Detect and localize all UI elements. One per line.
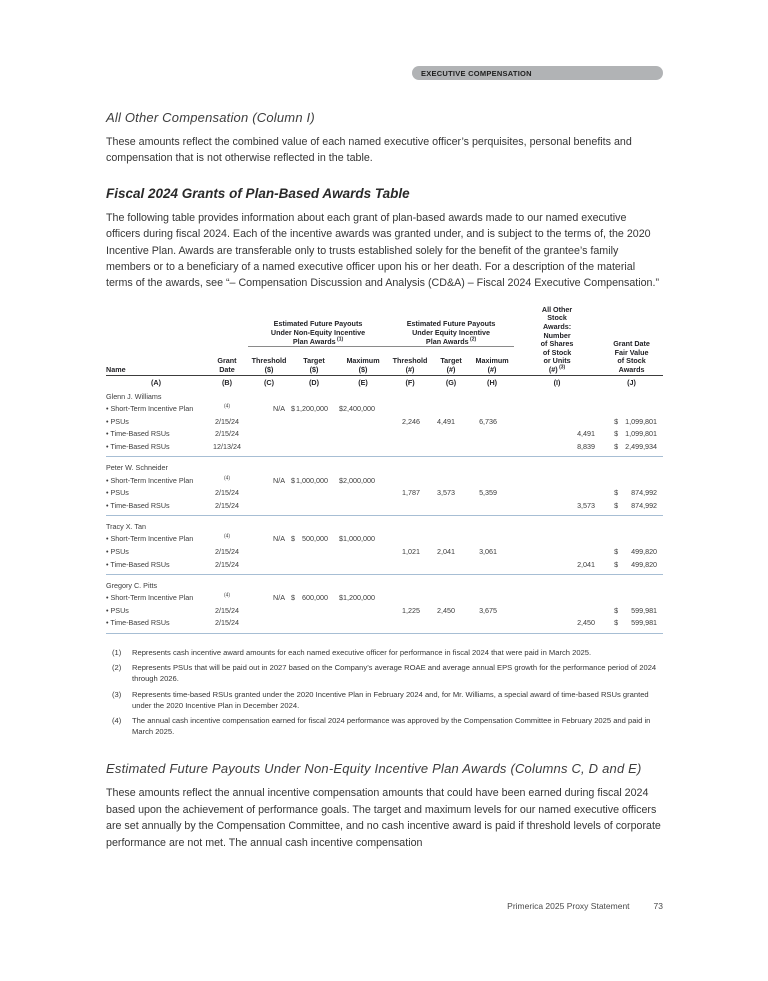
- cell-target-dollar: [290, 440, 338, 457]
- cell-threshold-dollar: [248, 617, 290, 634]
- cell-threshold-dollar: [248, 604, 290, 617]
- money-value: [291, 593, 328, 602]
- paragraph-all-other-compensation: These amounts reflect the combined value of each named executive officer’s perquisites, personal benefits and compensation that is not otherwise reflected in the table.: [106, 136, 632, 165]
- footnote: [106, 662, 663, 684]
- header-line: Threshold: [251, 356, 287, 366]
- cell-other-stock-awards: [514, 591, 600, 604]
- header-line: Grant Date: [613, 339, 650, 349]
- cell-maximum-dollar: [338, 486, 388, 499]
- empty-header-cell: [106, 306, 206, 347]
- cell-grant-date: 2/15/24: [215, 500, 239, 510]
- award-row: [106, 558, 663, 575]
- amount: 1,000,000: [343, 534, 376, 544]
- currency-symbol: $: [339, 534, 343, 544]
- currency-symbol: $: [614, 605, 619, 615]
- cell-grant-date: 2/15/24: [215, 605, 239, 615]
- cell-maximum-units: [470, 533, 514, 546]
- cell-target-units: 4,491: [437, 416, 456, 426]
- footnote: [106, 647, 663, 658]
- cell-officer-name: Peter W. Schneider: [106, 457, 663, 474]
- section-tag-label: EXECUTIVE COMPENSATION: [421, 68, 532, 78]
- officer-section: [106, 389, 663, 457]
- header-line: (#): [405, 365, 415, 374]
- cell-target-units: [432, 617, 470, 634]
- column-letter: (I): [553, 378, 561, 388]
- header-line: Maximum: [475, 356, 509, 366]
- award-row: [106, 428, 663, 441]
- cell-maximum-units: [470, 591, 514, 604]
- cell-officer-name: Gregory C. Pitts: [106, 575, 663, 592]
- cell-maximum-units: [470, 428, 514, 441]
- cell-target-units: [432, 558, 470, 575]
- cell-threshold-units: [388, 402, 432, 415]
- currency-symbol: $: [291, 404, 295, 414]
- cell-threshold-dollar: [248, 428, 290, 441]
- cell-fair-value: [600, 591, 663, 604]
- column-letter-row: [106, 375, 663, 389]
- awards-table: [106, 306, 663, 634]
- footnote-ref: (4): [223, 533, 231, 540]
- cell-target-units: [432, 533, 470, 546]
- cell-target-units: [432, 428, 470, 441]
- cell-threshold-units: [388, 617, 432, 634]
- cell-target-dollar: [290, 402, 338, 415]
- award-row: [106, 533, 663, 546]
- column-letter: (F): [405, 378, 415, 388]
- sub-column-header: [470, 347, 514, 375]
- amount: 2,400,000: [343, 404, 376, 414]
- header-line: ($): [264, 365, 274, 374]
- award-row: [106, 474, 663, 487]
- header-line: Plan Awards $^{(2)}$: [425, 336, 477, 346]
- footnote: [106, 689, 663, 711]
- currency-symbol: $: [339, 593, 343, 603]
- cell-threshold-dollar: N/A: [273, 593, 285, 603]
- cell-threshold-dollar: N/A: [273, 404, 285, 414]
- cell-maximum-dollar: [338, 499, 388, 516]
- officer-name-row: [106, 575, 663, 592]
- cell-maximum-dollar: [338, 545, 388, 558]
- header-line: Target: [303, 356, 325, 366]
- cell-award-label: • PSUs: [106, 605, 129, 615]
- header-line: Under Equity Incentive: [412, 328, 490, 338]
- col-j-header: [600, 306, 663, 375]
- currency-symbol: $: [614, 559, 619, 569]
- header-line: Date: [219, 365, 235, 374]
- heading-all-other-compensation: All Other Compensation (Column I): [106, 110, 315, 125]
- cell-fair-value: [600, 604, 663, 617]
- paragraph-estimated-payouts: These amounts reflect the annual incentive compensation amounts that could have been earned during fiscal 2024 based upon the achievement of performance goals. The target and maximum levels for our named executive officers are set annually by the Compensation Committee, and no cash incentive award is paid if threshold levels of corporate performance are not met. The annual cash incentive compensation: [106, 787, 661, 849]
- money-value: [614, 501, 657, 510]
- cell-maximum-units: 3,061: [479, 546, 498, 556]
- amount: 500,000: [302, 534, 328, 544]
- header-line: Threshold: [392, 356, 428, 366]
- currency-symbol: $: [291, 534, 295, 544]
- header-line: Under Non-Equity Incentive: [270, 328, 366, 338]
- cell-fair-value: [600, 558, 663, 575]
- cell-award-label: • Short-Term Incentive Plan: [106, 534, 194, 544]
- award-row: [106, 604, 663, 617]
- cell-other-stock-awards: [514, 474, 600, 487]
- cell-award-label: • Time-Based RSUs: [106, 559, 170, 569]
- money-value: [614, 606, 657, 615]
- cell-maximum-dollar: [338, 533, 388, 546]
- amount: 874,992: [631, 488, 658, 498]
- header-line: Awards:: [542, 322, 572, 332]
- page-footer: [106, 901, 663, 911]
- cell-maximum-units: [470, 402, 514, 415]
- cell-target-dollar: [290, 415, 338, 428]
- money-value: [339, 404, 375, 413]
- column-letter: (B): [222, 378, 232, 388]
- column-letter: (D): [309, 378, 319, 388]
- cell-award-label: • Short-Term Incentive Plan: [106, 404, 194, 414]
- page-content: [106, 0, 663, 862]
- cell-other-stock-awards: [514, 415, 600, 428]
- group-header-row: [106, 306, 663, 347]
- footnote-ref: (4): [223, 475, 231, 482]
- cell-target-dollar: [290, 617, 338, 634]
- header-line: Number: [543, 330, 571, 340]
- header-line: Target: [440, 356, 462, 366]
- cell-grant-date: 2/15/24: [215, 488, 239, 498]
- column-letter: (G): [445, 378, 457, 388]
- footnote-ref: (2): [468, 336, 477, 343]
- cell-fair-value: [600, 428, 663, 441]
- footnote-text: Represents time-based RSUs granted under the 2020 Incentive Plan in February 2024 and, for Mr. Williams, a special award of time-based RSUs granted under the 2020 Incentive Plan in December 2024.: [132, 689, 649, 710]
- cell-threshold-units: 2,246: [402, 416, 421, 426]
- money-value: [614, 429, 657, 438]
- amount: 499,820: [631, 546, 658, 556]
- cell-award-label: • PSUs: [106, 416, 129, 426]
- cell-target-dollar: [290, 591, 338, 604]
- cell-threshold-dollar: N/A: [273, 475, 285, 485]
- cell-maximum-units: [470, 474, 514, 487]
- cell-target-dollar: [290, 474, 338, 487]
- name-column-header: Name: [106, 347, 206, 375]
- sub-column-header: [388, 347, 432, 375]
- cell-threshold-dollar: [248, 558, 290, 575]
- money-value: [291, 404, 328, 413]
- amount: 1,099,801: [625, 416, 658, 426]
- header-line: (#): [487, 365, 497, 374]
- cell-maximum-units: 3,675: [479, 605, 498, 615]
- cell-other-stock-awards: [514, 486, 600, 499]
- cell-officer-name: Glenn J. Williams: [106, 391, 162, 401]
- money-value: [291, 534, 328, 543]
- officer-name-row: [106, 389, 663, 403]
- header-line: Stock: [547, 313, 567, 323]
- cell-maximum-dollar: [338, 428, 388, 441]
- cell-target-units: [432, 499, 470, 516]
- cell-award-label: • PSUs: [106, 488, 129, 498]
- header-line: of Stock: [542, 347, 572, 357]
- footnote-text: The annual cash incentive compensation earned for fiscal 2024 performance was approved by the Compensation Committee in February 2025 and paid in March 2025.: [132, 716, 651, 737]
- header-line: All Other: [541, 304, 573, 314]
- cell-target-units: [432, 591, 470, 604]
- cell-other-stock-awards: [514, 402, 600, 415]
- cell-threshold-units: [388, 474, 432, 487]
- cell-fair-value: [600, 545, 663, 558]
- footnote-marker: (1): [112, 647, 122, 657]
- award-row: [106, 499, 663, 516]
- column-letter: (A): [151, 378, 161, 388]
- cell-fair-value: [600, 499, 663, 516]
- cell-maximum-dollar: [338, 617, 388, 634]
- cell-target-dollar: [290, 533, 338, 546]
- currency-symbol: $: [614, 441, 619, 451]
- cell-grant-date: [206, 591, 248, 604]
- cell-maximum-units: [470, 499, 514, 516]
- cell-other-stock-awards: 3,573: [577, 500, 596, 510]
- cell-threshold-units: [388, 591, 432, 604]
- currency-symbol: $: [614, 429, 619, 439]
- cell-award-label: • Short-Term Incentive Plan: [106, 475, 194, 485]
- cell-maximum-units: 6,736: [479, 416, 498, 426]
- cell-grant-date: [206, 474, 248, 487]
- currency-symbol: $: [339, 404, 343, 414]
- amount: 600,000: [302, 593, 328, 603]
- header-line: Awards: [618, 365, 645, 374]
- award-row: [106, 617, 663, 634]
- header-line: (#): [446, 365, 456, 374]
- cell-fair-value: [600, 440, 663, 457]
- cell-target-units: 2,450: [437, 605, 456, 615]
- officer-name-row: [106, 516, 663, 533]
- currency-symbol: $: [614, 618, 619, 628]
- cell-target-units: 3,573: [437, 488, 456, 498]
- money-value: [614, 442, 657, 451]
- cell-target-units: [432, 440, 470, 457]
- sub-column-header: [432, 347, 470, 375]
- cell-threshold-units: [388, 440, 432, 457]
- cell-award-label: • Short-Term Incentive Plan: [106, 593, 194, 603]
- cell-award-label: • Time-Based RSUs: [106, 441, 170, 451]
- header-line: (#) $^{(3)}$: [548, 364, 566, 374]
- amount: 2,499,934: [625, 441, 658, 451]
- award-row: [106, 591, 663, 604]
- header-line: of Shares: [540, 339, 574, 349]
- cell-threshold-units: [388, 558, 432, 575]
- money-value: [339, 593, 375, 602]
- award-row: [106, 402, 663, 415]
- amount: 599,981: [631, 618, 658, 628]
- cell-maximum-units: 5,359: [479, 488, 498, 498]
- cell-other-stock-awards: [514, 604, 600, 617]
- cell-fair-value: [600, 474, 663, 487]
- amount: 1,200,000: [296, 404, 328, 414]
- money-value: [339, 534, 375, 543]
- cell-maximum-dollar: [338, 558, 388, 575]
- footnote-text: Represents cash incentive award amounts for each named executive officer for performance in fiscal 2024 that were paid in March 2025.: [132, 647, 592, 657]
- footnote: [106, 715, 663, 737]
- cell-award-label: • Time-Based RSUs: [106, 429, 170, 439]
- cell-maximum-units: [470, 558, 514, 575]
- cell-award-label: • Time-Based RSUs: [106, 500, 170, 510]
- cell-threshold-dollar: [248, 415, 290, 428]
- award-row: [106, 545, 663, 558]
- award-row: [106, 415, 663, 428]
- column-letter: (E): [358, 378, 368, 388]
- cell-other-stock-awards: [514, 533, 600, 546]
- money-value: [614, 488, 657, 497]
- cell-grant-date: 2/15/24: [215, 546, 239, 556]
- amount: 1,099,801: [625, 429, 658, 439]
- sub-column-header: [290, 347, 338, 375]
- officer-section: [106, 457, 663, 516]
- cell-officer-name: Tracy X. Tan: [106, 516, 663, 533]
- cell-threshold-dollar: [248, 486, 290, 499]
- group-header-equity: [388, 306, 514, 347]
- cell-other-stock-awards: 2,450: [577, 618, 596, 628]
- header-line: Estimated Future Payouts: [406, 319, 496, 329]
- cell-threshold-units: [388, 533, 432, 546]
- header-line: Estimated Future Payouts: [273, 319, 363, 329]
- money-value: [339, 476, 375, 485]
- header-line: Plan Awards $^{(1)}$: [292, 336, 344, 346]
- empty-header-cell: [206, 306, 248, 347]
- cell-maximum-dollar: [338, 474, 388, 487]
- cell-maximum-units: [470, 617, 514, 634]
- column-letter: (C): [264, 378, 274, 388]
- cell-grant-date: [206, 402, 248, 415]
- amount: 499,820: [631, 559, 658, 569]
- cell-grant-date: 2/15/24: [215, 429, 239, 439]
- group-header-non-equity: [248, 306, 388, 347]
- cell-other-stock-awards: 8,839: [577, 441, 596, 451]
- award-row: [106, 486, 663, 499]
- cell-threshold-units: 1,225: [402, 605, 421, 615]
- cell-fair-value: [600, 533, 663, 546]
- cell-maximum-dollar: [338, 440, 388, 457]
- currency-symbol: $: [614, 416, 619, 426]
- cell-grant-date: 2/15/24: [215, 559, 239, 569]
- heading-grants-table: Fiscal 2024 Grants of Plan-Based Awards Table: [106, 185, 410, 201]
- cell-target-dollar: [290, 499, 338, 516]
- footer-page-number: 73: [653, 901, 663, 911]
- cell-other-stock-awards: [514, 545, 600, 558]
- footer-document-title: Primerica 2025 Proxy Statement: [507, 901, 630, 911]
- cell-grant-date: 2/15/24: [215, 618, 239, 628]
- cell-fair-value: [600, 402, 663, 415]
- amount: 1,000,000: [296, 475, 328, 485]
- cell-target-dollar: [290, 604, 338, 617]
- cell-target-dollar: [290, 486, 338, 499]
- header-line: of Stock: [617, 356, 646, 366]
- cell-grant-date: 2/15/24: [215, 416, 239, 426]
- currency-symbol: $: [339, 475, 343, 485]
- footnote-marker: (2): [112, 663, 122, 673]
- money-value: [614, 547, 657, 556]
- cell-threshold-dollar: [248, 545, 290, 558]
- cell-grant-date: [206, 533, 248, 546]
- footnote-ref: (1): [335, 336, 344, 343]
- cell-maximum-dollar: [338, 415, 388, 428]
- currency-symbol: $: [614, 546, 619, 556]
- cell-threshold-dollar: N/A: [273, 534, 285, 544]
- column-letter: (H): [487, 378, 498, 388]
- header-line: Grant: [217, 356, 237, 366]
- cell-maximum-dollar: [338, 591, 388, 604]
- sub-column-header: [338, 347, 388, 375]
- amount: 599,981: [631, 605, 658, 615]
- cell-maximum-dollar: [338, 402, 388, 415]
- footnote-ref: (3): [557, 364, 566, 371]
- cell-target-units: [432, 474, 470, 487]
- footnote-ref: (4): [223, 592, 231, 599]
- money-value: [291, 476, 328, 485]
- header-line: Maximum: [346, 356, 380, 366]
- cell-grant-date: 12/13/24: [213, 441, 241, 451]
- footnote-marker: (4): [112, 716, 122, 726]
- cell-target-dollar: [290, 545, 338, 558]
- currency-symbol: $: [614, 488, 619, 498]
- footnotes: [106, 647, 663, 738]
- header-line: ($): [309, 365, 319, 374]
- cell-maximum-dollar: [338, 604, 388, 617]
- officer-section: [106, 516, 663, 575]
- money-value: [614, 560, 657, 569]
- amount: 874,992: [631, 500, 658, 510]
- currency-symbol: $: [291, 593, 295, 603]
- sub-column-header: [248, 347, 290, 375]
- header-line: Fair Value: [614, 347, 649, 357]
- award-row: [106, 440, 663, 457]
- cell-threshold-dollar: [248, 440, 290, 457]
- paragraph-grants-table-intro: The following table provides information about each grant of plan-based awards made to our named executive officers during fiscal 2024. Each of the incentive awards was granted under, and is subject to the terms of, the 2020 Incentive Plan. Awards are transferable only to trusts established solely for the benefit of the grantee’s family members or to a beneficiary of a named executive officer upon his or her death. For a description of the material terms of the awards, see “– Compensation Discussion and Analysis (CD&A) – Fiscal 2024 Executive Compensation.”: [106, 211, 660, 290]
- money-value: [614, 618, 657, 627]
- cell-target-dollar: [290, 558, 338, 575]
- currency-symbol: $: [614, 500, 619, 510]
- header-line: or Units: [543, 356, 571, 366]
- header-line: ($): [358, 365, 368, 374]
- money-value: [614, 417, 657, 426]
- cell-threshold-units: 1,021: [402, 546, 421, 556]
- cell-threshold-units: [388, 499, 432, 516]
- cell-threshold-units: [388, 428, 432, 441]
- cell-fair-value: [600, 415, 663, 428]
- currency-symbol: $: [291, 475, 295, 485]
- amount: 1,200,000: [343, 593, 376, 603]
- cell-target-dollar: [290, 428, 338, 441]
- cell-target-units: 2,041: [437, 546, 456, 556]
- cell-fair-value: [600, 486, 663, 499]
- footnote-ref: (4): [223, 403, 231, 410]
- cell-target-units: [432, 402, 470, 415]
- officer-section: [106, 575, 663, 634]
- cell-threshold-units: 1,787: [402, 488, 421, 498]
- column-letter: (J): [627, 378, 636, 388]
- heading-estimated-payouts: Estimated Future Payouts Under Non-Equity Incentive Plan Awards (Columns C, D and E): [106, 761, 642, 777]
- amount: 2,000,000: [343, 475, 376, 485]
- cell-award-label: • Time-Based RSUs: [106, 618, 170, 628]
- grant-date-column-header: [206, 347, 248, 375]
- cell-award-label: • PSUs: [106, 546, 129, 556]
- cell-other-stock-awards: 4,491: [577, 429, 596, 439]
- footnote-text: Represents PSUs that will be paid out in 2027 based on the Company’s average ROAE and average annual EPS growth for the performance period of 2024 through 2026.: [132, 663, 657, 684]
- cell-maximum-units: [470, 440, 514, 457]
- officer-name-row: [106, 457, 663, 474]
- cell-threshold-dollar: [248, 499, 290, 516]
- col-i-header: [514, 306, 600, 375]
- footnote-marker: (3): [112, 689, 122, 699]
- cell-fair-value: [600, 617, 663, 634]
- cell-other-stock-awards: 2,041: [577, 559, 596, 569]
